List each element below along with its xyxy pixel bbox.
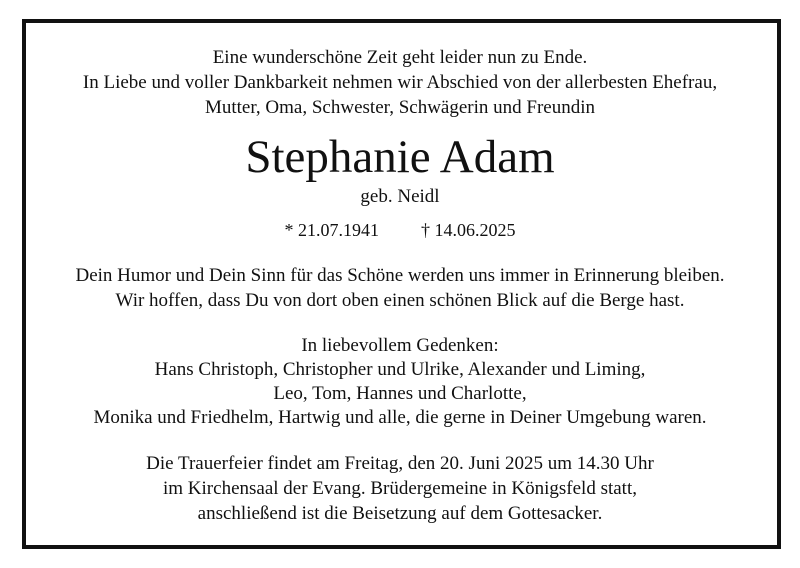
mourners-heading: In liebevollem Gedenken: — [301, 335, 499, 356]
deceased-name: Stephanie Adam — [245, 131, 555, 183]
intro-line-3: Mutter, Oma, Schwester, Schwägerin und Freundin — [204, 97, 595, 118]
birth-date: * 21.07.1941 — [284, 220, 379, 240]
tribute-line-1: Dein Humor und Dein Sinn für das Schöne werden uns immer in Erinnerung bleiben. — [75, 265, 725, 286]
service-line-3: anschließend ist die Beisetzung auf dem Gottesacker. — [197, 503, 603, 524]
intro-line-2: In Liebe und voller Dankbarkeit nehmen wir Abschied von der allerbesten Ehefrau, — [82, 72, 718, 93]
maiden-name: geb. Neidl — [360, 186, 440, 207]
tribute-line-2: Wir hoffen, dass Du von dort oben einen schönen Blick auf die Berge hast. — [115, 290, 685, 311]
death-date: † 14.06.2025 — [421, 220, 516, 240]
mourners-line-2: Leo, Tom, Hannes und Charlotte, — [273, 383, 527, 404]
mourners-line-3: Monika und Friedhelm, Hartwig und alle, die gerne in Deiner Umgebung waren. — [93, 407, 707, 428]
life-dates — [0, 219, 800, 241]
service-line-1: Die Trauerfeier findet am Freitag, den 20. Juni 2025 um 14.30 Uhr — [146, 453, 654, 474]
intro-line-1: Eine wunderschöne Zeit geht leider nun zu Ende. — [212, 47, 588, 68]
service-line-2: im Kirchensaal der Evang. Brüdergemeine in Königsfeld statt, — [163, 478, 637, 499]
mourners-line-1: Hans Christoph, Christopher und Ulrike, Alexander und Liming, — [154, 359, 646, 380]
